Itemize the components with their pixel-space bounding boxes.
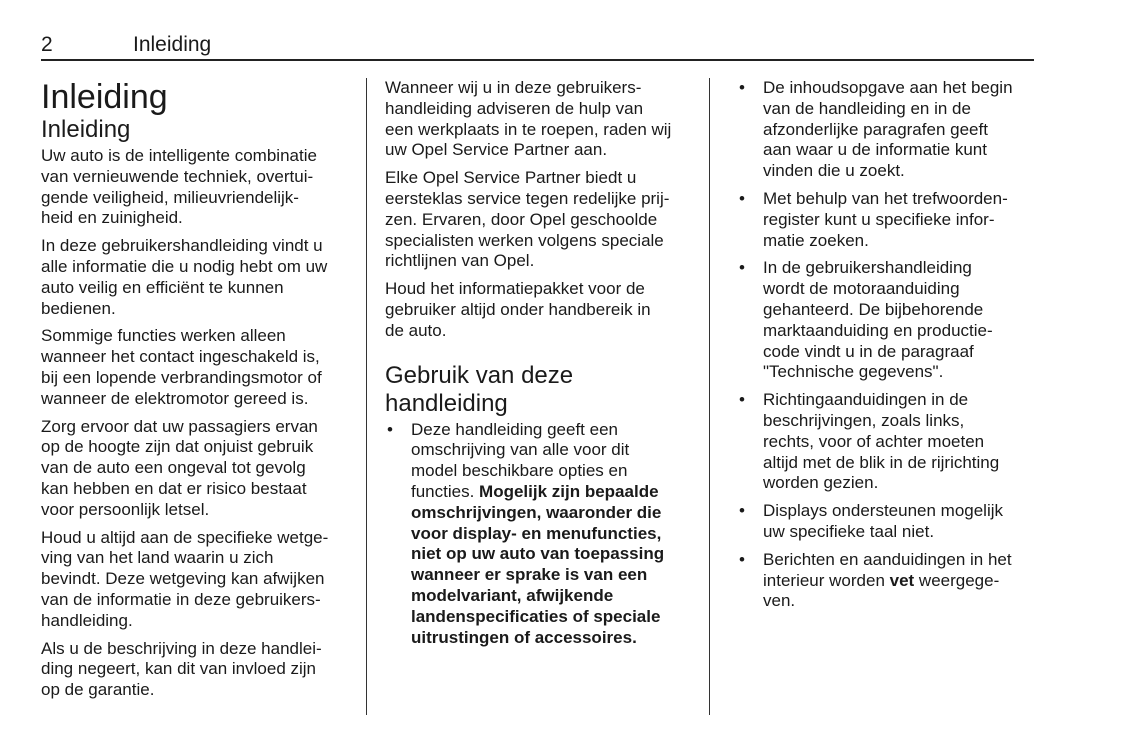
page-number: 2	[41, 33, 53, 56]
bullet-text-bold: vet	[889, 570, 915, 590]
header-rule	[41, 59, 1034, 61]
paragraph: Sommige functies werken alleen wanneer het contact ingeschakeld is, bij een lopende verbrandingsmotor of wanneer de elektromotor gereed is.	[41, 326, 322, 408]
bullet-icon: •	[739, 501, 745, 521]
paragraph: Zorg ervoor dat uw passagiers ervan op de hoogte zijn dat onjuist gebruik van de auto een ongeval tot gevolg kan hebben en dat er risico bestaat voor persoonlijk letsel.	[41, 416, 318, 519]
bullet-icon: •	[739, 78, 745, 97]
bullet-text: Richtingaanduidingen in de beschrijvingen, zoals links, rechts, voor of achter moeten altijd met de blik in de rijrichting worden gezien.	[763, 390, 1000, 493]
bullet-item	[737, 550, 1047, 612]
column-divider	[366, 78, 367, 715]
section-heading: Gebruik van deze handleiding	[385, 361, 574, 417]
bullet-icon: •	[739, 188, 745, 208]
bullet-item	[737, 189, 1047, 251]
paragraph: Houd het informatiepakket voor de gebruiker altijd onder handbereik in de auto.	[385, 279, 651, 340]
bullet-item	[737, 501, 1047, 543]
bullet-text-bold: Mogelijk zijn bepaalde omschrijvingen, waaronder die voor display- en menufuncties, niet op uw auto van toepassing wanneer er sprake is van een modelvariant, afwijkende landenspecificaties of speciale uitrustingen of accessoires.	[411, 481, 665, 647]
paragraph: Houd u altijd aan de specifieke wetge- ving van het land waarin u zich bevindt. Deze wetgeving kan afwijken van de informatie in deze gebruikers- handleiding.	[41, 527, 329, 630]
bullet-icon: •	[387, 419, 393, 439]
section-title: Inleiding	[41, 116, 131, 143]
column-2	[385, 78, 705, 655]
running-header: Inleiding	[133, 33, 212, 56]
bullet-icon: •	[739, 390, 745, 410]
bullet-text: Displays ondersteunen mogelijk uw specifieke taal niet.	[763, 501, 1004, 541]
bullet-text: Berichten en aanduidingen in het interieur worden	[763, 549, 1012, 590]
paragraph: Uw auto is de intelligente combinatie van vernieuwende techniek, overtui- gende veiligheid, milieuvriendelijk- heid en zuinigheid.	[41, 146, 317, 228]
bullet-text: De inhoudsopgave aan het begin van de handleiding en in de afzonderlijke paragrafen geeft aan waar u de informatie kunt vinden die u zoekt.	[763, 78, 1013, 181]
bullet-icon: •	[739, 549, 745, 569]
bullet-item	[737, 258, 1047, 383]
bullet-item	[385, 420, 705, 649]
bullet-item	[737, 390, 1047, 494]
bullet-text: Deze handleiding geeft een omschrijving van alle voor dit model beschikbare opties en functies.	[411, 419, 630, 501]
column-3	[737, 78, 1047, 619]
paragraph: Elke Opel Service Partner biedt u eersteklas service tegen redelijke prij- zen. Ervaren, door Opel geschoolde specialisten werken volgens speciale richtlijnen van Opel.	[385, 168, 670, 271]
column-1	[41, 78, 361, 708]
bullet-text: Met behulp van het trefwoorden- register kunt u specifieke infor- matie zoeken.	[763, 188, 1008, 250]
bullet-text: weergege- ven.	[763, 570, 1000, 611]
paragraph: Als u de beschrijving in deze handlei- ding negeert, kan dit van invloed zijn op de garantie.	[41, 638, 322, 700]
chapter-title: Inleiding	[41, 78, 168, 116]
bullet-item	[737, 78, 1047, 182]
bullet-text: In de gebruikershandleiding wordt de motoraanduiding gehanteerd. De bijbehorende marktaanduiding en productie- code vindt u in de paragraaf "Technische gegevens".	[763, 258, 993, 382]
column-divider	[709, 78, 710, 715]
paragraph: In deze gebruikershandleiding vindt u alle informatie die u nodig hebt om uw auto veilig en efficiënt te kunnen bedienen.	[41, 236, 328, 318]
paragraph: Wanneer wij u in deze gebruikers- handleiding adviseren de hulp van een werkplaats in te roepen, raden wij uw Opel Service Partner aan.	[385, 78, 672, 160]
bullet-icon: •	[739, 258, 745, 278]
